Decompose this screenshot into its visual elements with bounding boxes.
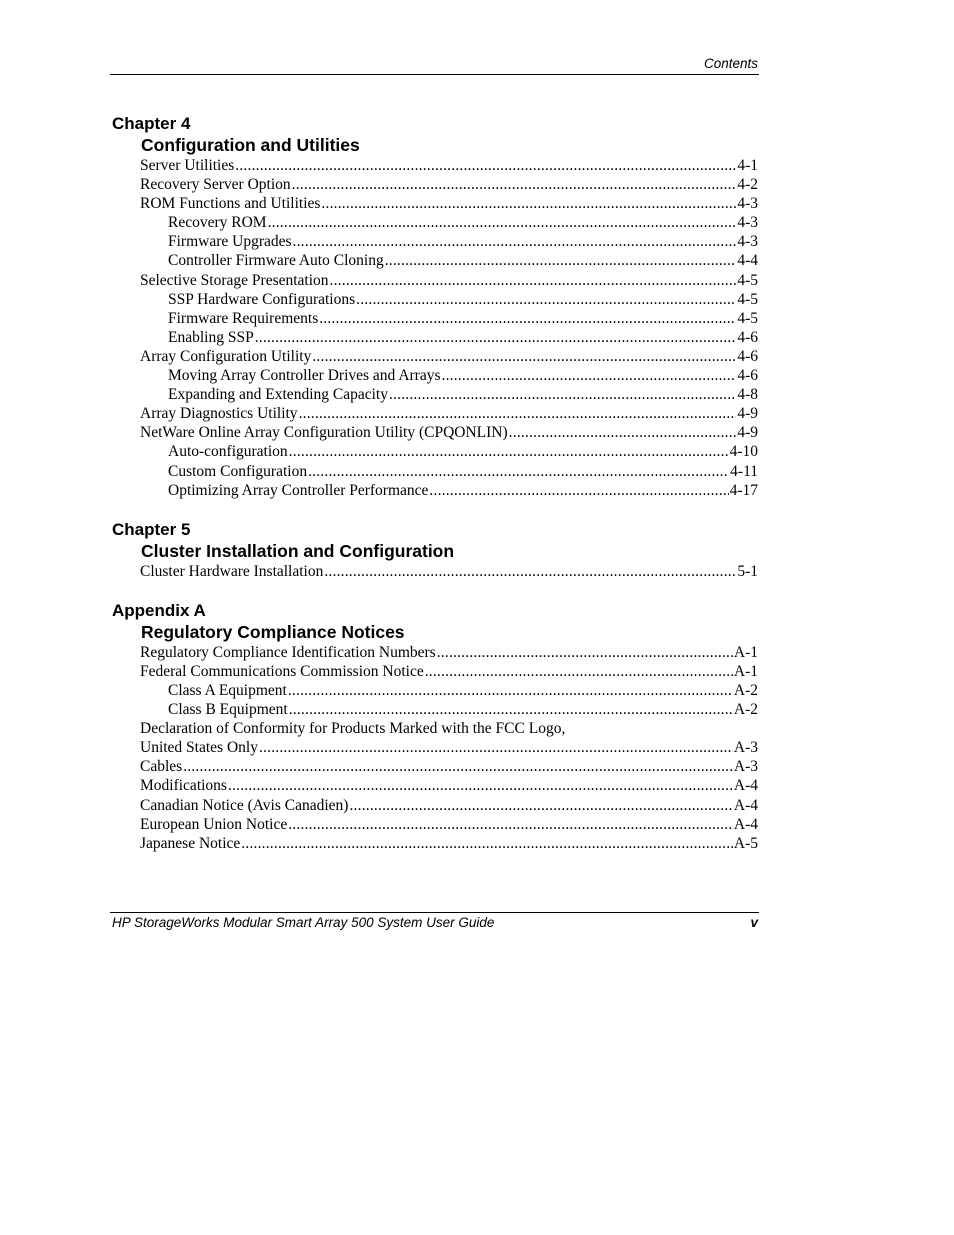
toc-entry-title: Cluster Hardware Installation bbox=[140, 562, 324, 580]
toc-entry-page: A-2 bbox=[733, 681, 758, 699]
toc-entry-page: 4-8 bbox=[737, 386, 758, 404]
dot-leader bbox=[324, 562, 736, 581]
toc-entry-page: 4-3 bbox=[737, 214, 758, 232]
section-label: Appendix A bbox=[112, 600, 206, 620]
toc-section bbox=[112, 600, 758, 853]
toc-entry-page: A-2 bbox=[733, 701, 758, 719]
dot-leader bbox=[268, 213, 737, 232]
toc-entry-title: Regulatory Compliance Identification Numbers bbox=[140, 643, 436, 661]
toc-entry[interactable] bbox=[168, 232, 758, 251]
toc-entry[interactable] bbox=[168, 700, 758, 719]
toc-entry-title: Optimizing Array Controller Performance bbox=[168, 481, 429, 499]
dot-leader bbox=[288, 681, 733, 700]
toc-entry-title: Auto-configuration bbox=[168, 443, 288, 461]
dot-leader bbox=[429, 481, 728, 500]
toc-entry-page: 4-10 bbox=[729, 443, 758, 461]
toc-entry-page: 4-4 bbox=[737, 252, 758, 270]
dot-leader bbox=[299, 404, 737, 423]
toc-entry-title: Japanese Notice bbox=[140, 834, 241, 852]
toc-entry[interactable] bbox=[140, 815, 758, 834]
toc-entry[interactable] bbox=[140, 738, 758, 757]
toc-entry-title: Recovery Server Option bbox=[140, 176, 291, 194]
toc-entry-title: Firmware Requirements bbox=[168, 309, 319, 327]
section-title: Regulatory Compliance Notices bbox=[141, 621, 405, 642]
toc-entry-title: ROM Functions and Utilities bbox=[140, 195, 321, 213]
toc-entry-page: A-5 bbox=[733, 834, 758, 852]
toc-entry-page: 4-6 bbox=[737, 328, 758, 346]
toc-entry-title: SSP Hardware Configurations bbox=[168, 290, 356, 308]
toc-entry[interactable] bbox=[168, 442, 758, 461]
toc-entry[interactable] bbox=[140, 719, 758, 738]
toc-entry-title: Selective Storage Presentation bbox=[140, 271, 329, 289]
toc-entry-title: Expanding and Extending Capacity bbox=[168, 386, 388, 404]
footer-page-number: v bbox=[750, 915, 758, 930]
dot-leader bbox=[235, 156, 736, 175]
toc-entry-title: Controller Firmware Auto Cloning bbox=[168, 252, 384, 270]
toc-entry-title: Firmware Upgrades bbox=[168, 233, 292, 251]
dot-leader bbox=[437, 643, 733, 662]
header-rule bbox=[110, 74, 759, 75]
toc-entry-title: Class B Equipment bbox=[168, 701, 288, 719]
dot-leader bbox=[255, 328, 737, 347]
toc-entry[interactable] bbox=[168, 366, 758, 385]
toc-entry-page: A-1 bbox=[733, 662, 758, 680]
dot-leader bbox=[289, 700, 733, 719]
dot-leader bbox=[330, 271, 737, 290]
toc-entry-title: Class A Equipment bbox=[168, 681, 287, 699]
footer-rule bbox=[110, 912, 759, 913]
toc-entry-page: A-3 bbox=[733, 758, 758, 776]
toc-entry[interactable] bbox=[140, 562, 758, 581]
dot-leader bbox=[241, 834, 733, 853]
toc-entry-page: 4-11 bbox=[730, 462, 758, 480]
toc-entry-page: 4-5 bbox=[737, 309, 758, 327]
toc-entry-title: Canadian Notice (Avis Canadien) bbox=[140, 796, 349, 814]
dot-leader bbox=[356, 290, 736, 309]
toc-entry[interactable] bbox=[168, 681, 758, 700]
toc-entry-title: NetWare Online Array Configuration Utility (CPQONLIN) bbox=[140, 424, 508, 442]
dot-leader bbox=[308, 462, 729, 481]
toc-entry-title: Enabling SSP bbox=[168, 328, 254, 346]
toc-entry[interactable] bbox=[140, 796, 758, 815]
toc-entry-title: Modifications bbox=[140, 777, 227, 795]
toc-entry[interactable] bbox=[140, 347, 758, 366]
toc-entry-title: United States Only bbox=[140, 739, 258, 757]
toc-entry[interactable] bbox=[140, 662, 758, 681]
toc-entry[interactable] bbox=[140, 194, 758, 213]
dot-leader bbox=[389, 385, 736, 404]
dot-leader bbox=[385, 251, 737, 270]
running-head: Contents bbox=[703, 56, 758, 71]
dot-leader bbox=[259, 738, 733, 757]
dot-leader bbox=[425, 662, 733, 681]
dot-leader bbox=[509, 423, 737, 442]
toc-entry-page: 4-9 bbox=[737, 424, 758, 442]
toc-entry-page: A-4 bbox=[733, 815, 758, 833]
dot-leader bbox=[288, 815, 733, 834]
toc-entry-title: Moving Array Controller Drives and Arrays bbox=[168, 367, 441, 385]
toc-entry[interactable] bbox=[140, 423, 758, 442]
toc-entry[interactable] bbox=[140, 404, 758, 423]
toc-entry[interactable] bbox=[140, 834, 758, 853]
toc-entry-page: A-4 bbox=[733, 777, 758, 795]
dot-leader bbox=[183, 757, 733, 776]
toc-entry-title: Cables bbox=[140, 758, 183, 776]
toc-entry-page: A-1 bbox=[733, 643, 758, 661]
toc-entry[interactable] bbox=[140, 156, 758, 175]
toc-entry-page: 4-3 bbox=[737, 195, 758, 213]
dot-leader bbox=[292, 175, 737, 194]
toc-section bbox=[112, 519, 758, 581]
dot-leader bbox=[293, 232, 737, 251]
toc-entry[interactable] bbox=[140, 643, 758, 662]
toc-entry-page: 4-1 bbox=[737, 157, 758, 174]
toc-entry[interactable] bbox=[168, 290, 758, 309]
toc-entry-title: Server Utilities bbox=[140, 157, 235, 174]
toc-entry-page: A-4 bbox=[733, 796, 758, 814]
toc-entry-page: 4-5 bbox=[737, 290, 758, 308]
toc-entry-page: 4-5 bbox=[737, 271, 758, 289]
dot-leader bbox=[321, 194, 736, 213]
toc-entry-page: 4-2 bbox=[737, 176, 758, 194]
toc-entry[interactable] bbox=[140, 175, 758, 194]
toc-entry-title: Array Configuration Utility bbox=[140, 347, 312, 365]
toc-entry-title: Recovery ROM bbox=[168, 214, 267, 232]
toc-entry-page: 4-3 bbox=[737, 233, 758, 251]
toc-entry[interactable] bbox=[140, 776, 758, 795]
toc-entry[interactable] bbox=[140, 271, 758, 290]
toc-entry-title: Federal Communications Commission Notice bbox=[140, 662, 424, 680]
footer-title: HP StorageWorks Modular Smart Array 500 System User Guide bbox=[112, 915, 495, 930]
toc-entry-title: Custom Configuration bbox=[168, 462, 308, 480]
toc-entry[interactable] bbox=[168, 328, 758, 347]
dot-leader bbox=[228, 776, 733, 795]
section-title: Cluster Installation and Configuration bbox=[141, 540, 455, 561]
toc-entry-title: Array Diagnostics Utility bbox=[140, 405, 298, 423]
toc-entry[interactable] bbox=[168, 213, 758, 232]
table-of-contents bbox=[112, 113, 758, 872]
toc-entry-page: A-3 bbox=[733, 739, 758, 757]
toc-entry-title: Declaration of Conformity for Products Marked with the FCC Logo, bbox=[140, 720, 566, 738]
section-label: Chapter 4 bbox=[112, 114, 191, 133]
toc-entry-page: 4-6 bbox=[737, 347, 758, 365]
dot-leader bbox=[442, 366, 737, 385]
dot-leader bbox=[319, 309, 736, 328]
toc-entry-page: 4-9 bbox=[737, 405, 758, 423]
toc-entry-page: 4-17 bbox=[729, 481, 758, 499]
section-label: Chapter 5 bbox=[112, 519, 191, 539]
toc-entry-page: 5-1 bbox=[737, 562, 758, 580]
toc-entry[interactable] bbox=[168, 481, 758, 500]
toc-entry[interactable] bbox=[168, 385, 758, 404]
dot-leader bbox=[312, 347, 736, 366]
dot-leader bbox=[349, 796, 732, 815]
toc-entry[interactable] bbox=[168, 309, 758, 328]
toc-entry[interactable] bbox=[168, 251, 758, 270]
section-title: Configuration and Utilities bbox=[141, 135, 360, 155]
toc-section bbox=[112, 113, 758, 500]
toc-entry-title: European Union Notice bbox=[140, 815, 288, 833]
toc-entry[interactable] bbox=[168, 462, 758, 481]
toc-entry-page: 4-6 bbox=[737, 367, 758, 385]
dot-leader bbox=[289, 442, 729, 461]
toc-entry[interactable] bbox=[140, 757, 758, 776]
